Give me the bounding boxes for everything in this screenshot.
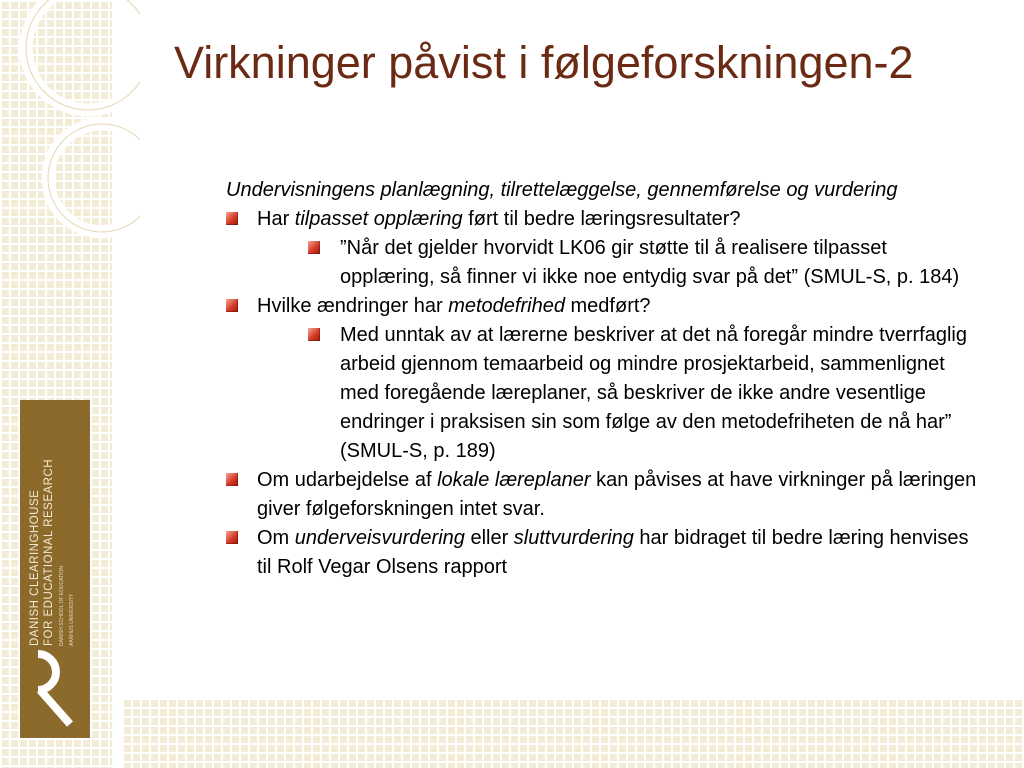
- brand-panel: [20, 400, 90, 738]
- list-item: [226, 292, 986, 466]
- sub-list-item: [308, 234, 986, 292]
- sub-list-item: [308, 321, 986, 466]
- decorative-rings: [0, 0, 140, 260]
- item-text-prefix: Hvilke ændringer har: [257, 295, 449, 317]
- brand-text: [28, 406, 76, 646]
- bullet-icon: [226, 212, 238, 225]
- slide-title: Virkninger påvist i følgeforskningen-2: [174, 37, 914, 88]
- bullet-icon: [226, 299, 238, 312]
- item-text-prefix: Om: [257, 527, 295, 549]
- ring-small: [48, 124, 140, 232]
- bullet-icon: [308, 241, 320, 254]
- item-text-emphasis: lokale læreplaner: [437, 469, 591, 491]
- ring-large: [26, 0, 140, 110]
- bullet-icon: [226, 531, 238, 544]
- brand-subline1: DANISH SCHOOL OF EDUCATION: [59, 565, 65, 646]
- intro-heading: Undervisningens planlægning, tilrettelæggelse, gennemførelse og vurdering: [226, 179, 898, 201]
- item-text-prefix: Har: [257, 208, 295, 230]
- brand-subline2: AARHUS UNIVERSITY: [69, 593, 75, 646]
- item-text-suffix: ført til bedre læringsresultater?: [462, 208, 741, 230]
- list-item: [226, 205, 986, 292]
- item-text-emphasis: metodefrihed: [448, 295, 565, 317]
- bullet-list: [226, 205, 986, 582]
- brand-name-line2: FOR EDUCATIONAL RESEARCH: [43, 458, 55, 646]
- bottom-decorative-pattern: [122, 698, 1024, 768]
- item-text-prefix: Om udarbejdelse af: [257, 469, 438, 491]
- sub-item-text: Med unntak av at lærerne beskriver at det nå foregår mindre tverrfaglig arbeid gjennom temaarbeid og mindre prosjektarbeid, sammenlignet med foregående læreplaner, så beskriver de ikke andre vesentlige endringer i praksisen sin som følge av den metodefriheten de nå har” (SMUL-S, p. 189): [340, 324, 967, 462]
- list-item: [226, 466, 986, 524]
- bullet-icon: [308, 328, 320, 341]
- slide-content: [226, 176, 986, 582]
- clearinghouse-logo-icon: [32, 650, 78, 728]
- item-text-emphasis: tilpasset opplæring: [294, 208, 463, 230]
- item-text-emphasis-2: sluttvurdering: [513, 527, 634, 549]
- item-text-suffix: medført?: [564, 295, 651, 317]
- bullet-icon: [226, 473, 238, 486]
- sub-item-text: ”Når det gjelder hvorvidt LK06 gir støtte til å realisere tilpasset opplæring, så finner vi ikke noe entydig svar på det” (SMUL-S, p. 184): [340, 237, 960, 288]
- item-text-emphasis: underveisvurdering: [294, 527, 465, 549]
- item-text-mid: eller: [464, 527, 514, 549]
- item-text-suffix: har bidraget til bedre læring henvises til Rolf Vegar Olsens rapport: [257, 527, 969, 578]
- brand-name-line1: DANISH CLEARINGHOUSE: [29, 489, 41, 646]
- list-item: [226, 524, 986, 582]
- sub-bullet-list: [257, 321, 986, 466]
- item-text-suffix: kan påvises at have virkninger på læringen giver følgeforskningen intet svar.: [257, 469, 977, 520]
- sub-bullet-list: [257, 234, 986, 292]
